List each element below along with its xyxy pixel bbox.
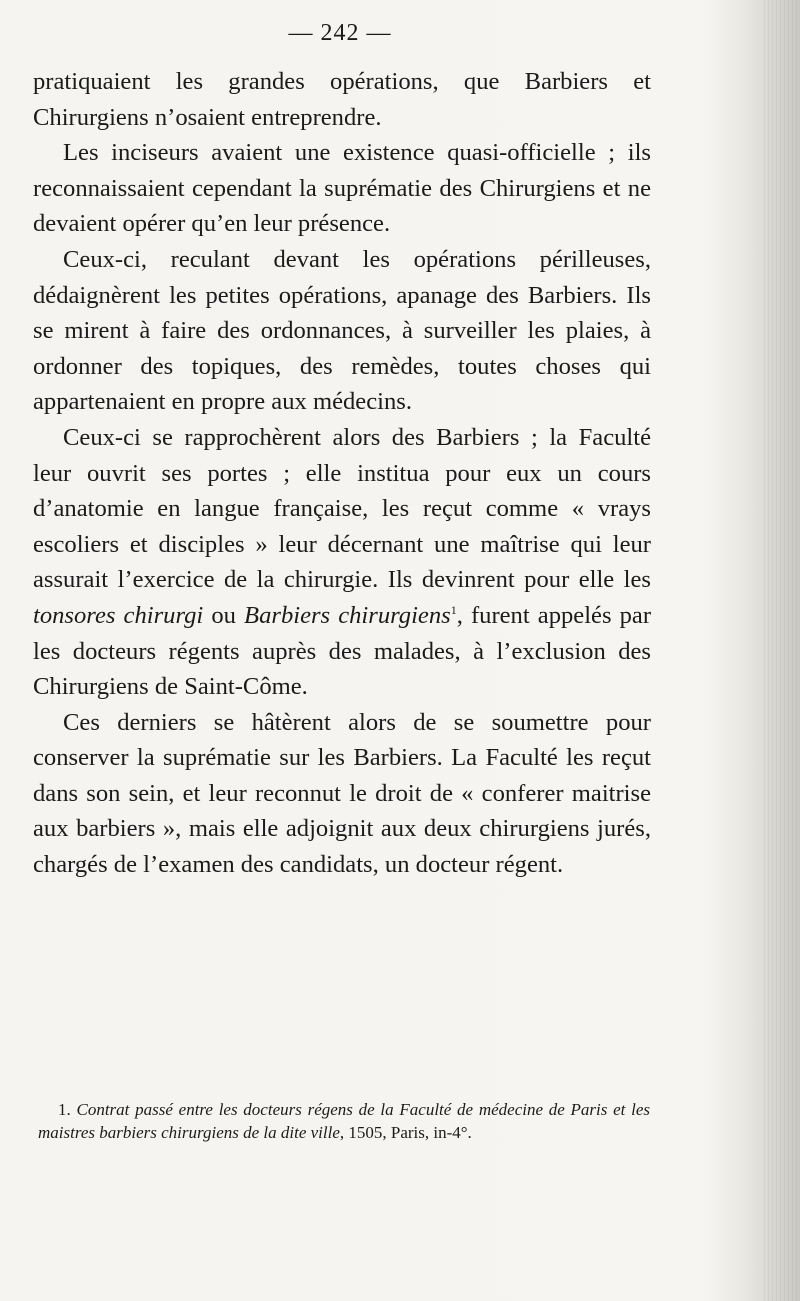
footnote-italic-text: Contrat passé entre les docteurs régens de la Faculté de médecine de Paris et les maistres barbiers chirurgiens de la dite ville [38, 1100, 651, 1142]
paragraph-p5 [33, 705, 651, 883]
paragraph-p2 [33, 135, 651, 242]
text-run: Les inciseurs avaient une existence quasi-officielle ; ils reconnaissaient cependant la suprématie des Chirurgiens et ne devaient opérer qu’en leur présence. [33, 139, 651, 238]
footnote-text [38, 1100, 650, 1142]
italic-text: Barbiers chirurgiens [244, 601, 451, 629]
text-run: pratiquaient les grandes opérations, que Barbiers et Chirurgiens n’osaient entreprendre. [33, 68, 651, 131]
text-run: , furent appelés par les docteurs régents auprès des malades, à l’exclusion des Chirurgiens de Saint-Côme. [33, 601, 652, 701]
paragraph-p3 [33, 242, 651, 420]
footnote-text-run: , 1505, Paris, in-4°. [339, 1123, 472, 1142]
text-run: ou [203, 601, 245, 629]
text-run: Ces derniers se hâtèrent alors de se soumettre pour conserver la suprématie sur les Barbiers. La Faculté les reçut dans son sein, et leur reconnut le droit de « conferer maitrise aux barbiers », mais elle adjoignit aux deux chirurgiens jurés, chargés de l’examen des candidats, un docteur régent. [33, 708, 651, 879]
paragraph-p4 [33, 420, 651, 705]
footnote [38, 1098, 650, 1144]
page-edge-shadow [764, 0, 800, 1301]
body-text [33, 64, 651, 883]
italic-text: tonsores chirurgi [33, 601, 204, 629]
footnote-marker: 1. [58, 1100, 71, 1119]
text-run: Ceux-ci se rapprochèrent alors des Barbiers ; la Faculté leur ouvrit ses portes ; elle institua pour eux un cours d’anatomie en langue française, les reçut comme « vrays escoliers et disciples » leur décernant une maîtrise qui leur assurait l’exercice de la chirurgie. Ils devinrent pour elle les [33, 423, 651, 594]
paragraph-p1 [33, 64, 651, 135]
text-run: Ceux-ci, reculant devant les opérations périlleuses, dédaignèrent les petites opérations, apanage des Barbiers. Ils se mirent à faire des ordonnances, à surveiller les plaies, à ordonner des topiques, des remèdes, toutes choses qui appartenaient en propre aux médecins. [33, 245, 651, 416]
page-number: — 242 — [288, 20, 392, 46]
footnote-reference: 1 [450, 602, 457, 617]
footnote-paragraph [38, 1098, 650, 1144]
